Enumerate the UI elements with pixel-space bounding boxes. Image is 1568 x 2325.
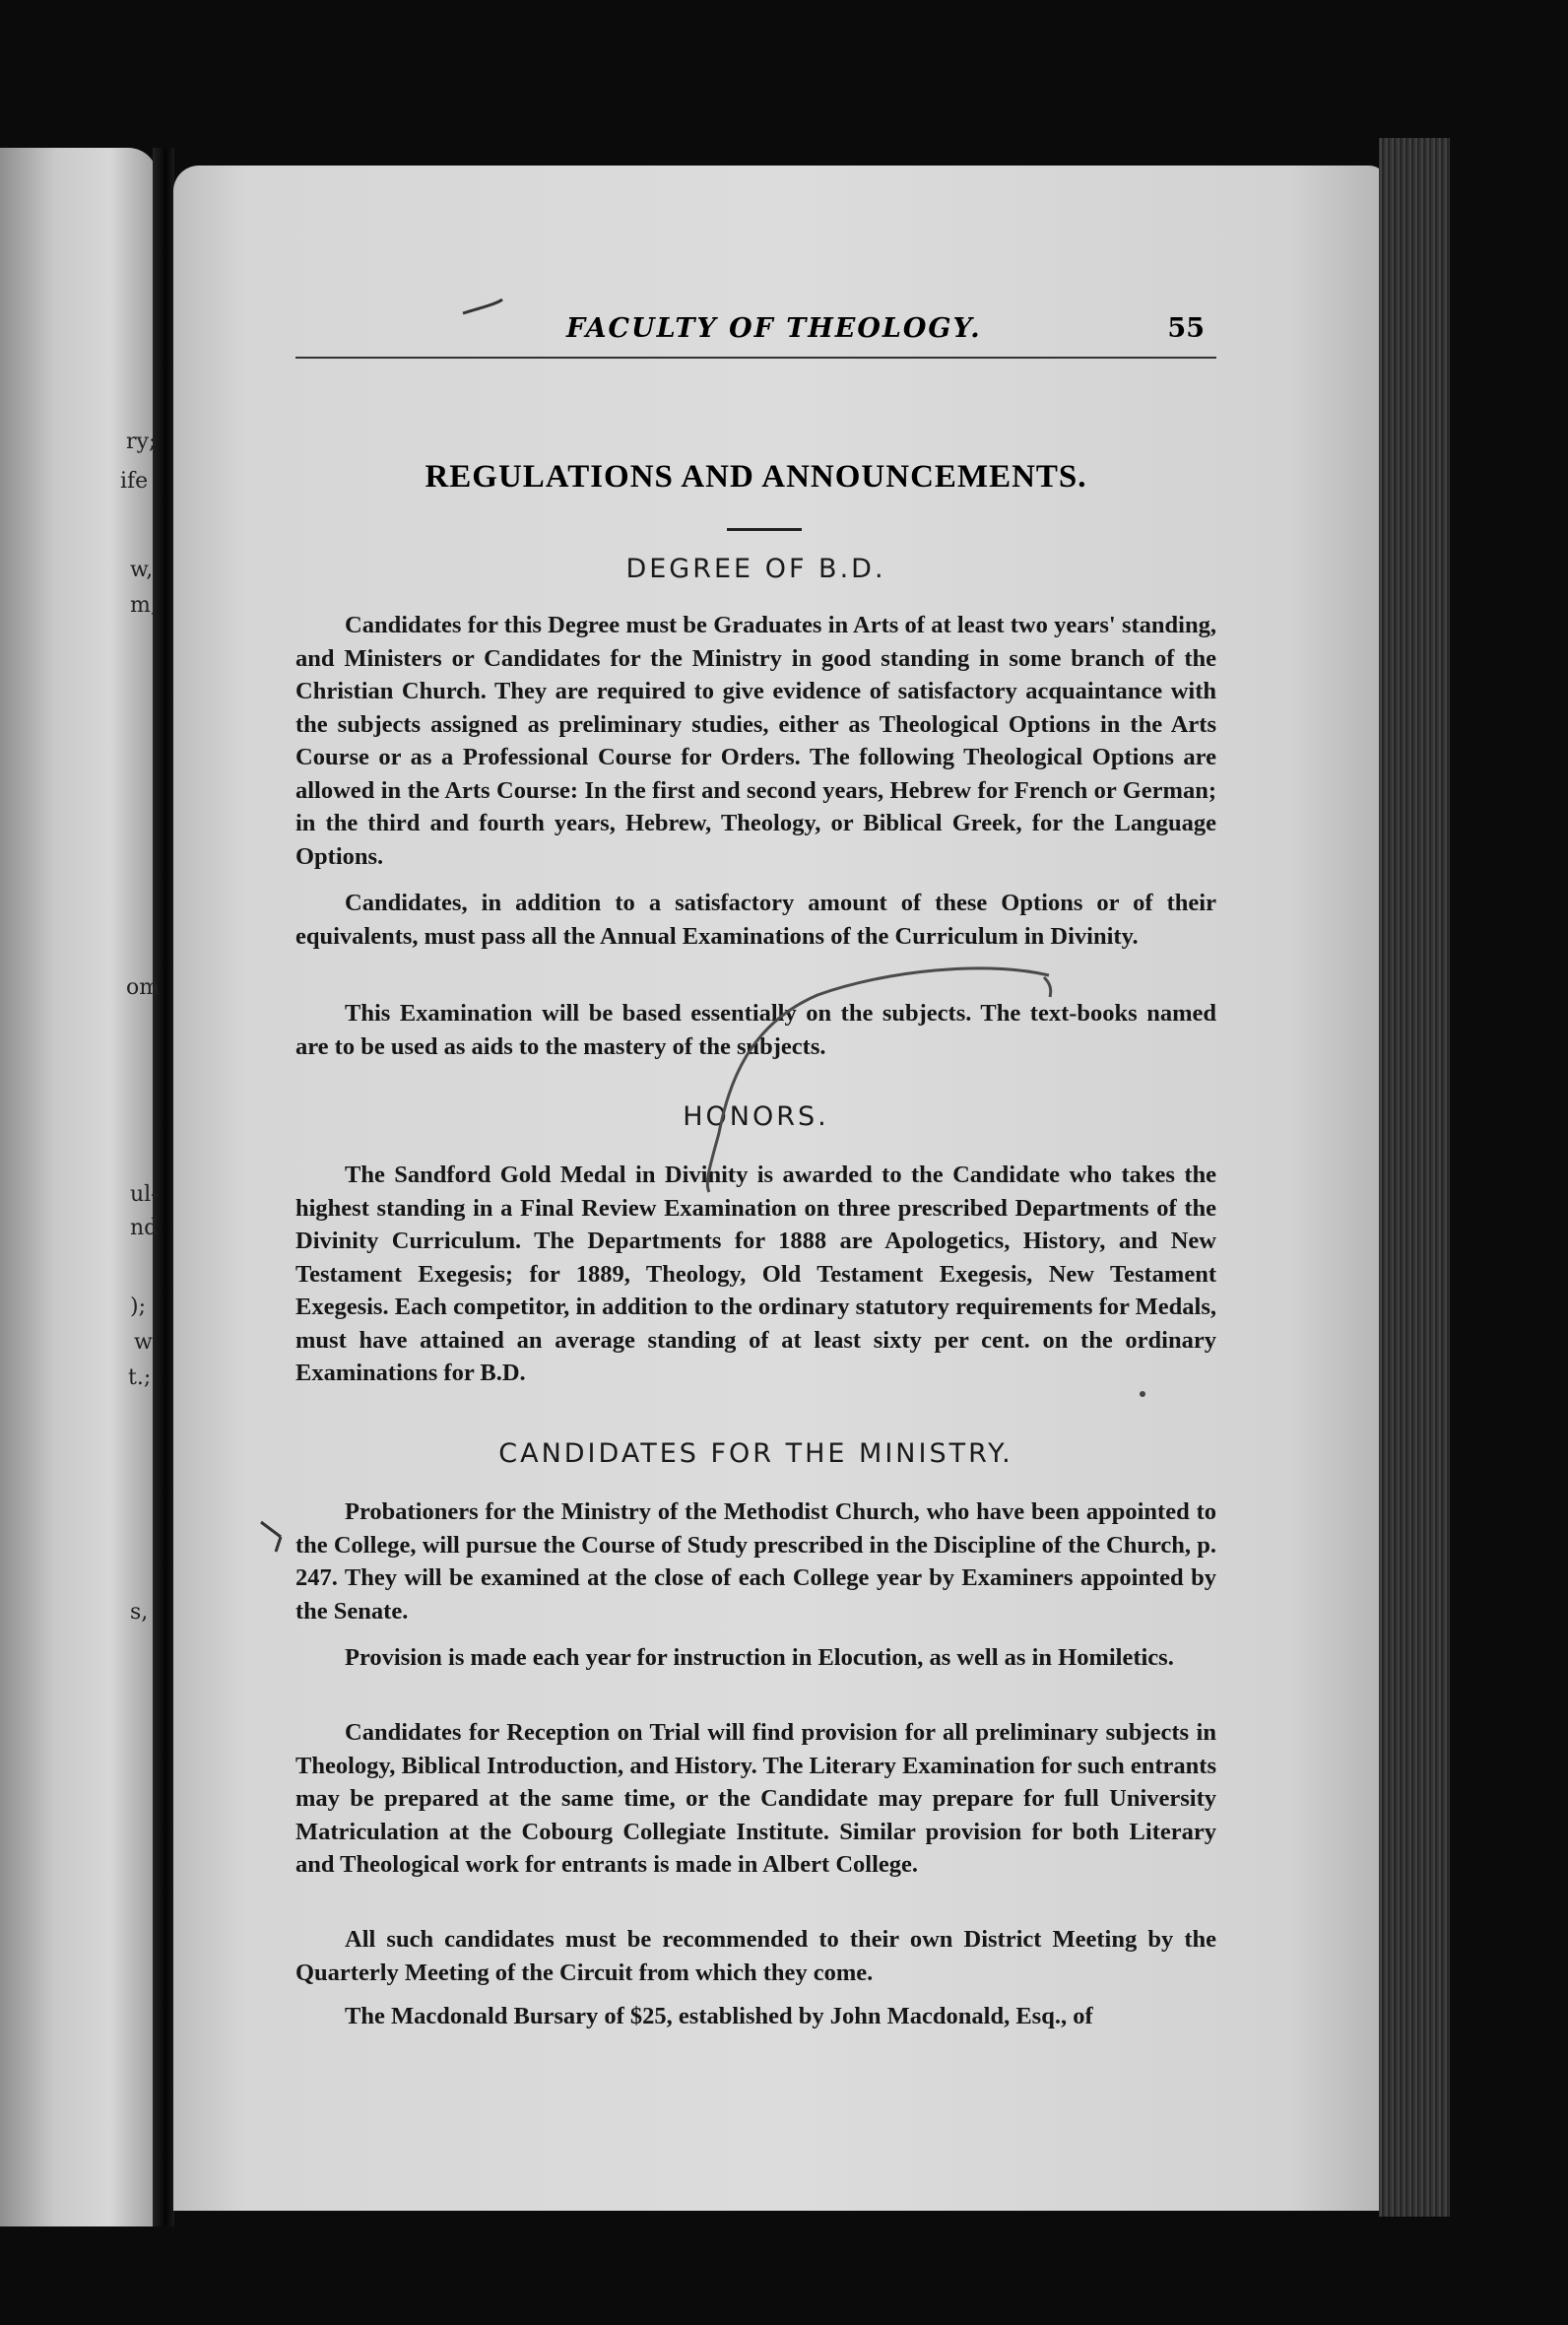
page-title: REGULATIONS AND ANNOUNCEMENTS. — [425, 459, 1087, 495]
section-heading-candidates: CANDIDATES FOR THE MINISTRY. — [498, 1438, 1013, 1469]
section-heading-honors: HONORS. — [683, 1101, 829, 1132]
facing-page-fragment: ife — [120, 469, 149, 494]
facing-page-fragment: ry; — [126, 430, 157, 454]
facing-page-fragment: om — [126, 975, 161, 1000]
facing-page-fragment: ); — [130, 1295, 146, 1319]
facing-page-fragment: s, — [130, 1600, 149, 1625]
facing-page-fragment: t.; — [128, 1365, 152, 1390]
paragraph: Candidates for Reception on Trial will find provision for all preliminary subjects in Theology, Biblical Introduction, and History. The Literary Examination for such entrants may be prepared at the same time, or the Candidate may prepare for full University Matriculation at the Cobourg Collegiate Institute. Similar provision for both Literary and Theological work for entrants is made in Albert College. — [295, 1719, 1216, 1878]
running-title: FACULTY OF THEOLOGY. — [566, 313, 982, 344]
paragraph: Provision is made each year for instruction in Elocution, as well as in Homiletics. — [345, 1644, 1174, 1671]
paragraph: Candidates, in addition to a satisfactory amount of these Options or of their equivalents, must pass all the Annual Examinations of the Curriculum in Divinity. — [295, 890, 1216, 950]
facing-page-fragment: w — [134, 1330, 153, 1355]
paragraph: The Sandford Gold Medal in Divinity is awarded to the Candidate who takes the highest standing in a Final Review Examination on three prescribed Departments of the Divinity Curriculum. The Departments for 1888 are Apologetics, History, and New Testament Exegesis; for 1889, Theology, Old Testament Exegesis, New Testament Exegesis. Each competitor, in addition to the ordinary statutory requirements for Medals, must have attained an average standing of at least sixty per cent. on the ordinary Examinations for B.D. — [295, 1162, 1216, 1386]
paragraph: Probationers for the Ministry of the Methodist Church, who have been appointed to the College, will pursue the Course of Study prescribed in the Discipline of the Church, p. 247. They will be examined at the close of each College year by Examiners appointed by the Senate. — [295, 1498, 1216, 1625]
facing-page-fragment: nd — [130, 1216, 159, 1240]
facing-page-fragment: ul- — [130, 1182, 159, 1207]
paragraph: The Macdonald Bursary of $25, established by John Macdonald, Esq., of — [345, 2003, 1093, 2029]
section-heading-degree: DEGREE OF B.D. — [625, 554, 886, 584]
paragraph: All such candidates must be recommended to their own District Meeting by the Quarterly Meeting of the Circuit from which they come. — [295, 1926, 1216, 1986]
facing-page-fragment: w, — [130, 558, 154, 582]
page-number: 55 — [1167, 313, 1205, 344]
paragraph: Candidates for this Degree must be Graduates in Arts of at least two years' standing, and Ministers or Candidates for the Ministry in good standing in some branch of the Christian Church. They are required to give evidence of satisfactory acquaintance with the subjects assigned as preliminary studies, either as Theological Options in the Arts Course or as a Professional Course for Orders. The following Theological Options are allowed in the Arts Course: In the first and second years, Hebrew for French or German; in the third and fourth years, Hebrew, Theology, or Biblical Greek, for the Language Options. — [295, 612, 1216, 870]
facing-page-fragment: m; — [130, 593, 159, 618]
paragraph: This Examination will be based essentially on the subjects. The text-books named are to be used as aids to the mastery of the subjects. — [295, 1000, 1216, 1060]
